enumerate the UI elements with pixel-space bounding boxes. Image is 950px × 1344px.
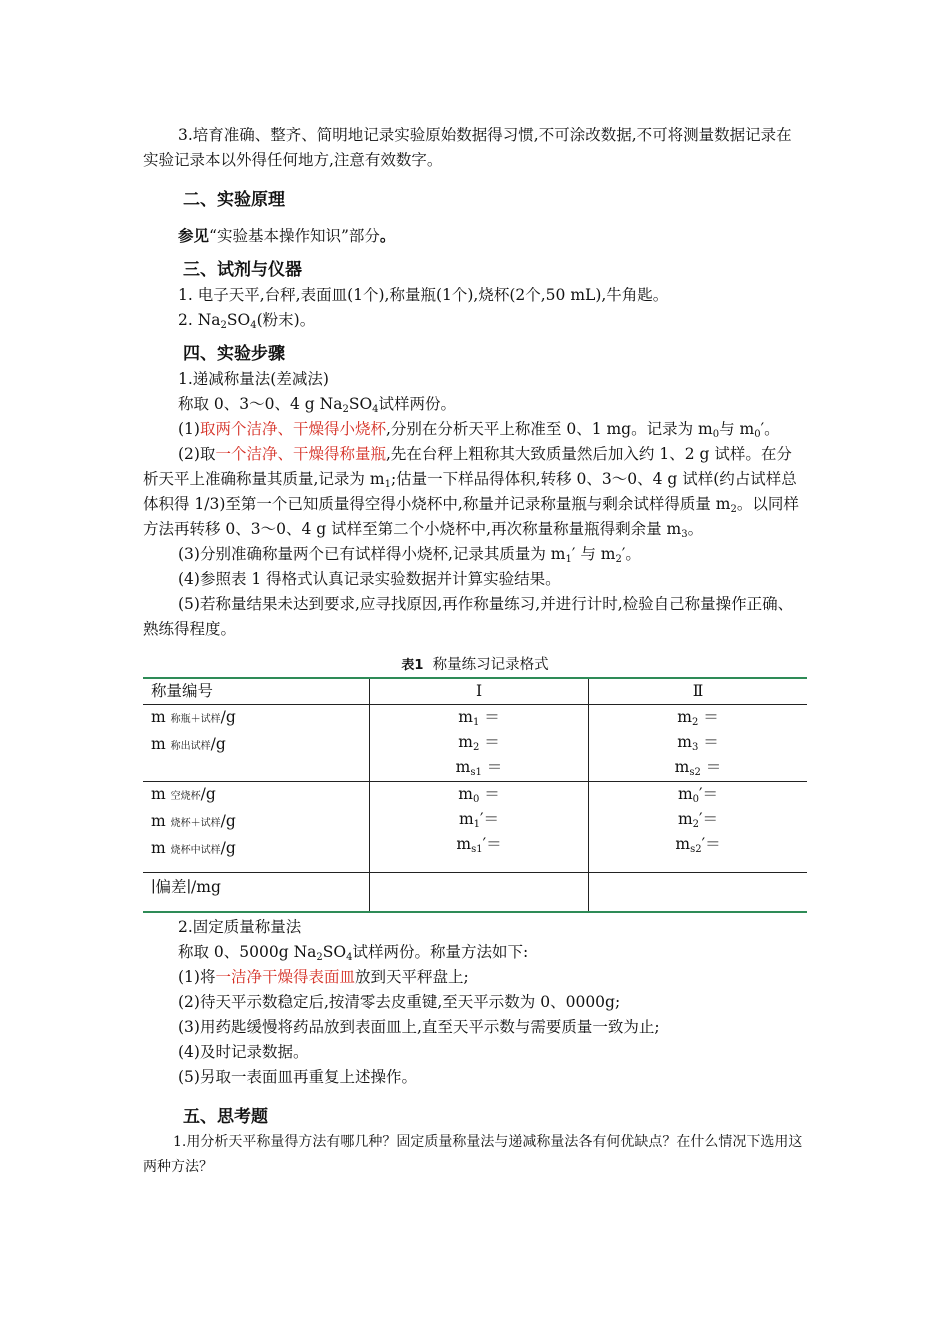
text: ,分别在分析天平上称准至 0、1 mg。记录为 m [385,420,713,438]
text: ＝ [479,733,500,751]
method-1-intro [143,392,807,417]
subscript: 0 [692,794,700,805]
method-2-step-5: (5)另取一表面皿再重复上述操作。 [178,1068,417,1086]
text: ＝ [698,733,719,751]
text: m [456,835,472,853]
method-1-step-1 [143,417,807,442]
question-1: 1.用分析天平称量得方法有哪几种？固定质量称量法与递减称量法各有何优缺点？在什么情况下选用这两种方法？ [143,1134,803,1175]
row-label [151,732,369,759]
table-row-group-2 [143,782,807,873]
text: 试样两份。称量方法如下: [352,943,529,961]
weighing-record-table [143,677,807,913]
table-caption-label: 表1 [401,658,424,673]
subscript: 3 [691,742,699,753]
subscript: 2 [472,742,480,753]
subscript: s2 [689,767,701,778]
table-row-deviation [143,873,807,913]
subscript: 空烧杯 [170,791,201,802]
text: 与 m [719,420,755,438]
highlight-text: 取两个洁净、干燥得小烧杯 [199,420,386,438]
text: ;估量一下样品得体积,转移 0、3～0、4 g 试样(约占试样总体积得 1/3)至第一个已知质量得空得小烧杯中,称量并记录称量瓶与剩余试样得质量 m [143,470,797,513]
text: ＝ [698,708,719,726]
subscript: 4 [346,952,353,963]
subscript: 0 [754,429,761,440]
highlight-text: 一洁净干燥得表面皿 [215,968,355,986]
cell-value [589,782,807,807]
group-2-col2 [589,782,808,873]
text: (1)将 [178,968,216,986]
subscript: 1 [472,717,480,728]
text: m [455,758,471,776]
method-2-step-4: (4)及时记录数据。 [178,1043,309,1061]
group-2-labels [143,782,370,873]
highlight-text: 一个洁净、干燥得称量瓶 [215,445,386,463]
text: 放到天平秤盘上; [354,968,469,986]
text: ,先在台秤上粗称其大致质量然后加入约 1、2 g 试样。在分析天平上准确称量其质量,记录为 m [143,445,792,488]
subscript: 1 [384,479,391,490]
subscript: 3 [681,529,688,540]
text: m [151,735,171,753]
header-cell-label: 称量编号 [151,682,214,700]
header-cell-col1: Ⅰ [370,678,589,705]
text: (1) [178,420,200,438]
subscript: 0 [712,429,720,440]
cell-value [589,832,807,857]
ref-prefix: 参见 [178,226,210,245]
method-2-title: 2.固定质量称量法 [178,918,302,936]
deviation-label: ∣偏差∣/mg [151,878,221,896]
text: 2. Na [178,311,221,329]
group-1-col1 [370,705,589,782]
section-2-title: 二、实验原理 [183,190,285,210]
table-header-row [143,678,807,705]
subscript: 2 [691,717,699,728]
header-cell-col2: Ⅱ [589,678,808,705]
subscript: 烧杯＋试样 [170,818,221,829]
method-1-step-2 [143,442,807,542]
text: ′＝ [482,835,502,853]
ref-body: “实验基本操作知识”部分 [209,227,380,245]
text: (粉末)。 [256,311,316,329]
subscript: 4 [250,320,257,331]
text: m [458,708,473,726]
method-2-step-2: (2)待天平示数稳定后,按清零去皮重键,至天平示数为 0、0000g; [178,993,621,1011]
cell-value [370,705,588,730]
deviation-col2 [589,873,808,913]
text: (2)取 [178,445,216,463]
text: m [458,785,473,803]
text: /g [210,735,226,753]
text: ′＝ [699,810,719,828]
group-1-labels [143,705,370,782]
method-2-step-3: (3)用药匙缓慢将药品放到表面皿上,直至天平示数与需要质量一致为止; [178,1018,660,1036]
subscript: 1 [565,554,572,565]
cell-value [370,730,588,755]
method-1-step-3 [143,542,807,567]
group-2-col1 [370,782,589,873]
cell-value [370,807,588,832]
text: 试样两份。 [378,395,457,413]
text: ＝ [481,758,503,776]
document-page [143,0,807,1180]
text: m [677,708,692,726]
text: ′＝ [701,835,721,853]
text: SO [348,395,373,413]
subscript: 2 [730,504,737,515]
method-1-step-5: (5)若称量结果未达到要求,应寻找原因,再作称量练习,并进行计时,检验自己称量操作正确、熟练得程度。 [143,595,794,638]
text: /g [200,785,216,803]
row-label [151,782,369,809]
cell-value [370,755,588,780]
intro-item-3: 3.培育准确、整齐、简明地记录实验原始数据得习惯,不可涂改数据,不可将测量数据记录在实验记录本以外得任何地方,注意有效数字。 [143,126,792,169]
text: m [677,785,693,803]
cell-value [589,807,807,832]
text: ＝ [700,758,722,776]
text: m [151,708,171,726]
subscript: 2 [316,952,323,963]
text: /g [220,812,236,830]
subscript: 称瓶＋试样 [170,714,221,725]
text: ′ 与 m [571,545,616,563]
deviation-col1 [370,873,589,913]
cell-value [589,755,807,780]
subscript: s2 [690,844,702,855]
table-row-group-1 [143,705,807,782]
text: 称取 0、5000g Na [178,943,317,961]
text: 。以同样方法再转移 0、3～0、4 g 试样至第二个小烧杯中,再次称量称量瓶得剩余量 m [143,495,799,538]
section-3-title: 三、试剂与仪器 [183,260,302,280]
subscript: 4 [372,404,379,415]
method-1-title: 1.递减称量法(差减法) [178,370,329,388]
text: ′。 [760,420,780,438]
text: /g [220,708,236,726]
subscript: 0 [472,794,480,805]
text: ′＝ [480,810,500,828]
text: SO [322,943,347,961]
text: ＝ [479,785,500,803]
text: 。 [687,520,704,538]
text: ＝ [479,708,500,726]
text: SO [226,311,251,329]
subscript: 称出试样 [170,741,211,752]
subscript: s1 [470,767,482,778]
text: m [151,839,171,857]
subscript: 1 [473,819,481,830]
text: 称取 0、3～0、4 g Na [178,395,343,413]
text: m [458,810,474,828]
group-1-col2 [589,705,808,782]
subscript: 烧杯中试样 [170,845,221,856]
text: m [674,758,690,776]
cell-value [589,705,807,730]
section-2-reference [143,223,807,249]
section-4-title: 四、实验步骤 [183,344,285,364]
text: m [458,733,473,751]
row-label [151,809,369,836]
subscript: 2 [615,554,622,565]
method-2-intro [143,940,807,965]
section-5-title: 五、思考题 [183,1107,268,1127]
row-label [151,705,369,732]
ref-end: 。 [379,226,396,245]
table-caption-text: 称量练习记录格式 [432,657,549,673]
text: m [151,812,171,830]
row-label [151,836,369,863]
method-1-step-4: (4)参照表 1 得格式认真记录实验数据并计算实验结果。 [178,570,561,588]
text: m [677,810,693,828]
text: ′。 [621,545,641,563]
text: /g [220,839,236,857]
method-2-step-1 [143,965,807,990]
text: m [675,835,691,853]
reagents-item-2 [143,308,807,333]
table-caption [143,654,807,677]
subscript: 2 [342,404,349,415]
text: m [151,785,171,803]
text: ′＝ [699,785,719,803]
subscript: 2 [220,320,227,331]
text: (3)分别准确称量两个已有试样得小烧杯,记录其质量为 m [178,545,566,563]
reagents-item-1: 1. 电子天平,台秤,表面皿(1个),称量瓶(1个),烧杯(2个,50 mL),牛角匙。 [178,286,669,304]
cell-value [370,832,588,857]
cell-value [370,782,588,807]
cell-value [589,730,807,755]
text: m [677,733,692,751]
subscript: s1 [471,844,483,855]
subscript: 2 [692,819,700,830]
